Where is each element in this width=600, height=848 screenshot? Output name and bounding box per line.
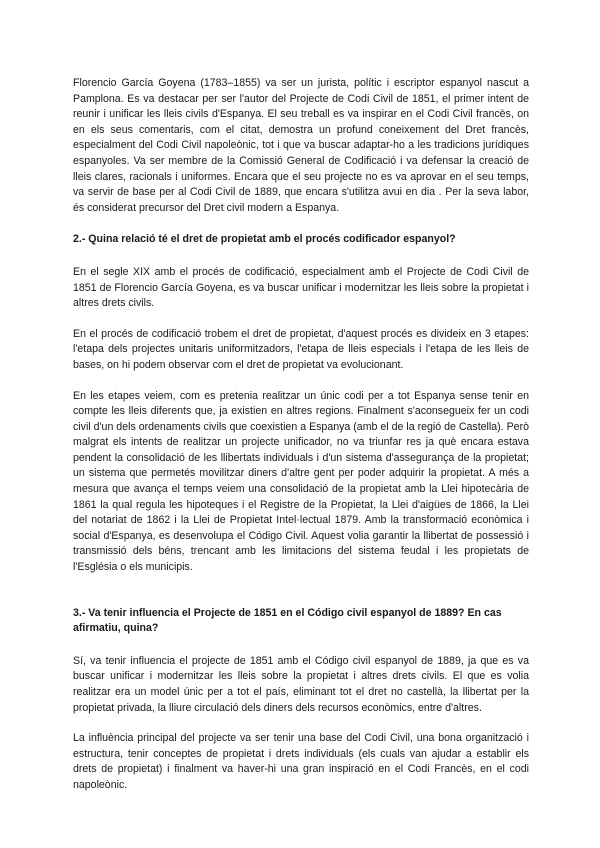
intro-paragraph: Florencio García Goyena (1783–1855) va ser un jurista, polític i escriptor espanyol nascut a Pamplona. Es va destacar per ser l'autor del Projecte de Codi Civil de 1851, el primer intent de reunir i unificar les lleis civils d'Espanya. El seu treball es va inspirar en el Codi Civil francès, on en els seus comentaris, com el citat, demostra un profund coneixement del Dret francès, especialment del Codi Civil napoleònic, tot i que va buscar adaptar-ho a les tradicions jurídiques espanyoles. Va ser membre de la Comissió General de Codificació i va defensar la creació de lleis clares, racionals i uniformes. Encara que el seu projecte no es va aprovar en el seu temps, va servir de base per al Codi Civil de 1889, que encara s'utilitza avui en dia . Per la seva labor, és considerat precursor del Dret civil modern a Espanya. [73, 77, 529, 214]
question-2-paragraph-3: En les etapes veiem, com es pretenia realitzar un únic codi per a tot Espanya sense tenir en compte les lleis diferents que, ja existien en altres regions. Finalment s'aconsegueix fer un codi civil d'un dels ordenaments civils que coexistien a Espanya (amb el de la regió de Castella). Però malgrat els intents de realitzar un projecte unificador, no va triunfar res ja què encara estava pendent la consolidació de les llibertats individuals i d'un sistema d'assegurança de la propietat; un sistema que permetés movilitzar diners d'altre gent per poder adquirir la propietat. A més a mesura que avança el temps veiem una consolidació de la propietat amb la Llei hipotecària de 1861 la qual regula les hipoteques i el Registre de la Propietat, la Llei d'aigües de 1866, la Llei del notariat de 1862 i la Llei de Propietat Intel·lectual 1879. Amb la transformació econòmica i social d'Espanya, es desenvolupa el Código Civil. Aquest volia garantir la llibertat de possessió i transmissió dels béns, trencant amb les limitacions del sistema feudal i les propietats de l'Església o els municipis. [73, 389, 529, 574]
question-2-paragraph-1: En el segle XIX amb el procés de codificació, especialment amb el Projecte de Codi Civil de 1851 de Florencio García Goyena, es va buscar unificar i modernitzar les lleis sobre la propietat i altres drets civils. [73, 265, 529, 310]
question-2-heading: 2.- Quina relació té el dret de propietat amb el procés codificador espanyol? [73, 233, 456, 246]
document-page [73, 76, 529, 794]
question-3-paragraph-1: Sí, va tenir influencia el projecte de 1851 amb el Código civil espanyol de 1889, ja que es va buscar unificar i modernitzar les lleis sobre la propietat i altres drets civils. El que es volia realitzar era un model únic per a tot el país, eliminant tot el dret no castellà, la llibertat per la propietat privada, la lliure circulació dels diners dels recursos econòmics, entre d'altres. [73, 654, 529, 714]
question-2-paragraph-2: En el procés de codificació trobem el dret de propietat, d'aquest procés es divideix en 3 etapes: l'etapa dels projectes unitaris uniformitzadors, l'etapa de lleis especials i l'etapa de les lleis de bases, on hi podem observar com el dret de propietat va evolucionant. [73, 327, 529, 371]
question-3-paragraph-2: La influència principal del projecte va ser tenir una base del Codi Civil, una bona organització i estructura, tenir conceptes de propietat i drets individuals (els cuals van ajudar a establir els drets de propietat) i finalment va haver-hi una gran inspiració en el Codi Francès, en el codi napoleònic. [73, 732, 529, 791]
question-3-heading: 3.- Va tenir influencia el Projecte de 1851 en el Código civil espanyol de 1889? En cas afirmatiu, quina? [73, 606, 502, 635]
